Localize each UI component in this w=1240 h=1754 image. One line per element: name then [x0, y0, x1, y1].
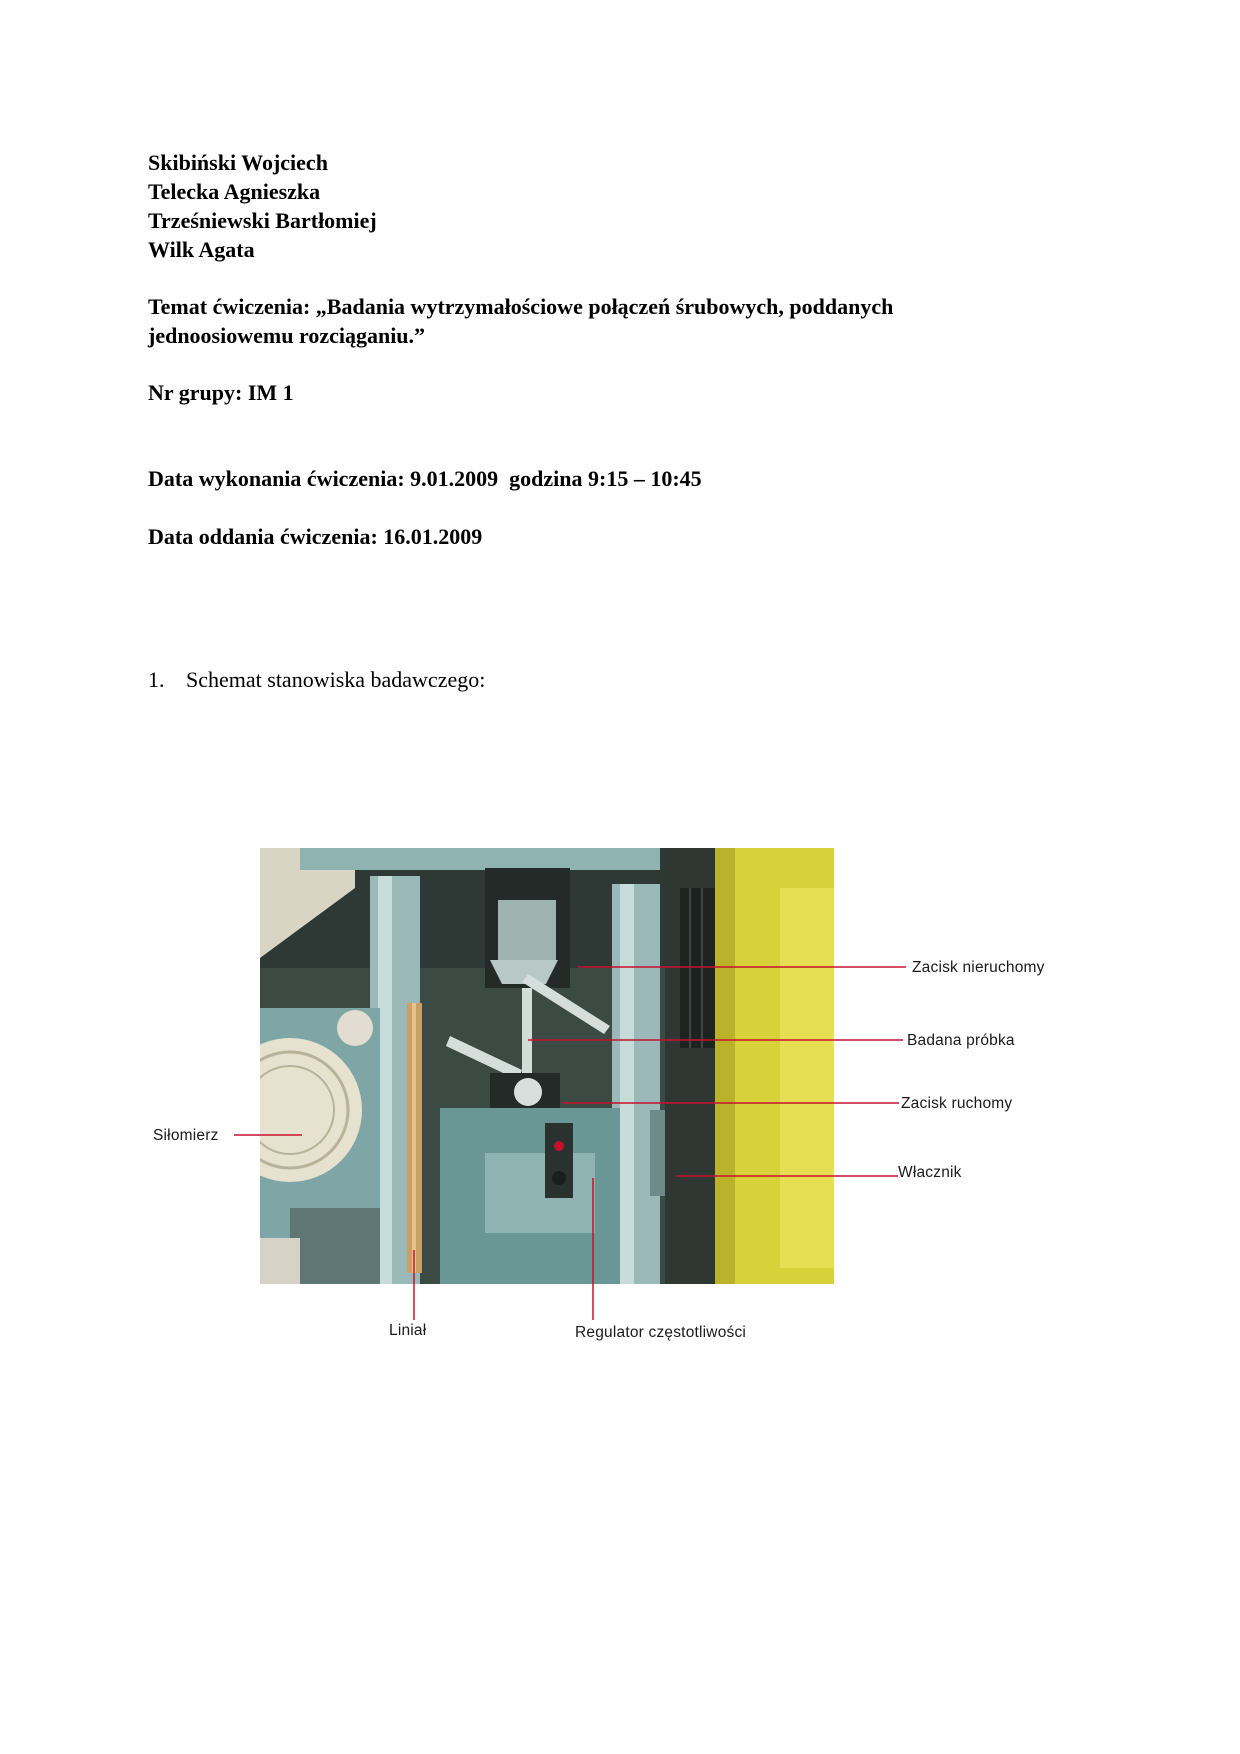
label-freq-regulator: Regulator częstotliwości: [575, 1324, 747, 1341]
author-name: Skibiński Wojciech: [148, 150, 328, 175]
label-moving-clamp: Zacisk ruchomy: [901, 1095, 1013, 1112]
author-name: Telecka Agnieszka: [148, 179, 321, 204]
label-dynamometer: Siłomierz: [153, 1127, 219, 1144]
date-performed: Data wykonania ćwiczenia: 9.01.2009 godzina 9:15 – 10:45: [148, 466, 702, 491]
section-number: 1.: [148, 667, 165, 692]
label-switch: Włacznik: [898, 1164, 962, 1181]
group-number: Nr grupy: IM 1: [148, 380, 294, 405]
label-specimen: Badana próbka: [907, 1032, 1015, 1049]
label-fixed-clamp: Zacisk nieruchomy: [912, 959, 1045, 976]
label-ruler: Liniał: [389, 1322, 427, 1339]
topic-line-2: jednoosiowemu rozciąganiu.”: [148, 323, 426, 348]
date-submitted: Data oddania ćwiczenia: 16.01.2009: [148, 524, 483, 549]
topic-line-1: Temat ćwiczenia: „Badania wytrzymałościowe połączeń śrubowych, poddanych: [148, 294, 894, 319]
author-name: Wilk Agata: [148, 237, 255, 262]
section-title: Schemat stanowiska badawczego:: [186, 667, 486, 692]
test-stand-photo: [260, 848, 834, 1284]
author-name: Trześniewski Bartłomiej: [148, 208, 377, 233]
section-heading: [148, 665, 485, 694]
exercise-topic: [148, 292, 1068, 350]
author-list: [148, 148, 377, 264]
